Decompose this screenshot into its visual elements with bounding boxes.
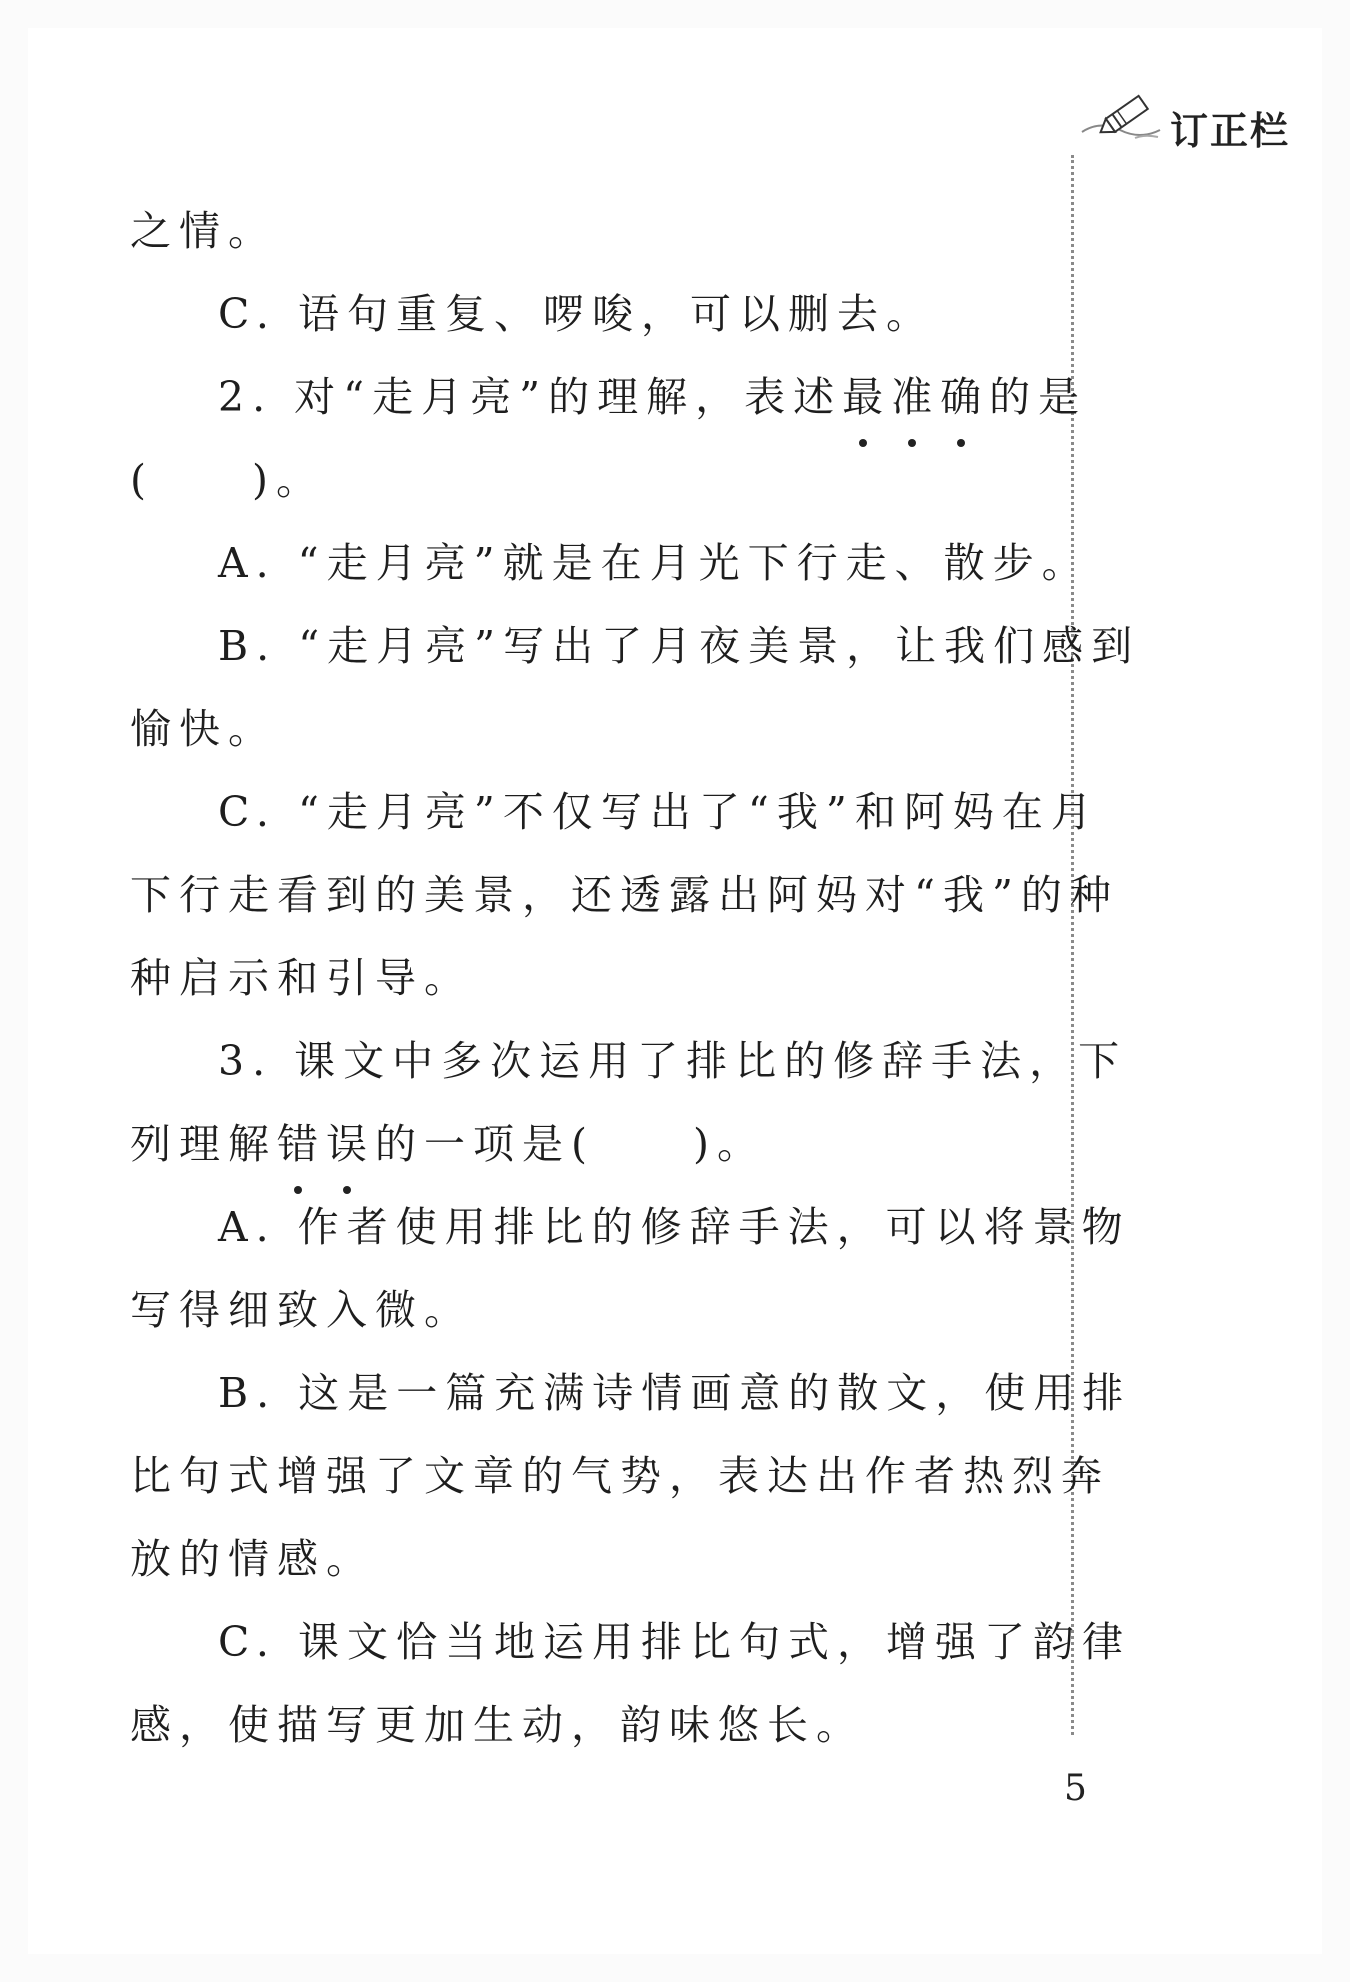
pencil-icon — [1080, 90, 1170, 150]
text-line: 下行走看到的美景，还透露出阿妈对“我”的种 — [130, 871, 1119, 919]
emphasis-char: 错 — [277, 1103, 326, 1186]
text-line: 放的情感。 — [130, 1535, 375, 1583]
answer-blank: ( )。 — [130, 456, 325, 504]
question-text — [130, 190, 1141, 1767]
option-c: C. 课文恰当地运用排比句式，增强了韵律 — [218, 1618, 1131, 1666]
text-line: 写得细致入微。 — [130, 1286, 473, 1334]
text-line: 比句式增强了文章的气势，表达出作者热烈奔 — [130, 1452, 1110, 1500]
emphasis-char: 准 — [891, 356, 940, 439]
question-2-stem — [130, 356, 1088, 439]
text-line: 愉快。 — [130, 705, 277, 753]
option-a: A. 作者使用排比的修辞手法，可以将景物 — [218, 1203, 1131, 1251]
option-b: B. 这是一篇充满诗情画意的散文，使用排 — [218, 1369, 1132, 1417]
correction-column-title: 订正栏 — [1170, 109, 1291, 153]
option-c: C. “走月亮”不仅写出了“我”和阿妈在月 — [218, 788, 1100, 836]
emphasis-char: 最 — [842, 356, 891, 439]
text-span: 列理解错误的一项是( )。 — [130, 1120, 766, 1168]
text-line — [130, 1103, 1060, 1186]
question-3-stem: 3. 课文中多次运用了排比的修辞手法，下 — [218, 1037, 1128, 1085]
text-span: 2. 对“走月亮”的理解，表述最准确的是 — [218, 373, 1087, 421]
emphasis-char: 确 — [940, 356, 989, 439]
text-line: 种启示和引导。 — [130, 954, 473, 1002]
text-line: C. 语句重复、啰唆，可以删去。 — [218, 290, 935, 338]
page-number: 5 — [1064, 1768, 1087, 1809]
text-line: 感，使描写更加生动，韵味悠长。 — [130, 1701, 865, 1749]
text-line: 之情。 — [130, 207, 277, 255]
option-a: A. “走月亮”就是在月光下行走、散步。 — [218, 539, 1091, 587]
correction-column-header — [1080, 90, 1320, 153]
emphasis-char: 误 — [326, 1103, 375, 1186]
option-b: B. “走月亮”写出了月夜美景，让我们感到 — [218, 622, 1141, 670]
